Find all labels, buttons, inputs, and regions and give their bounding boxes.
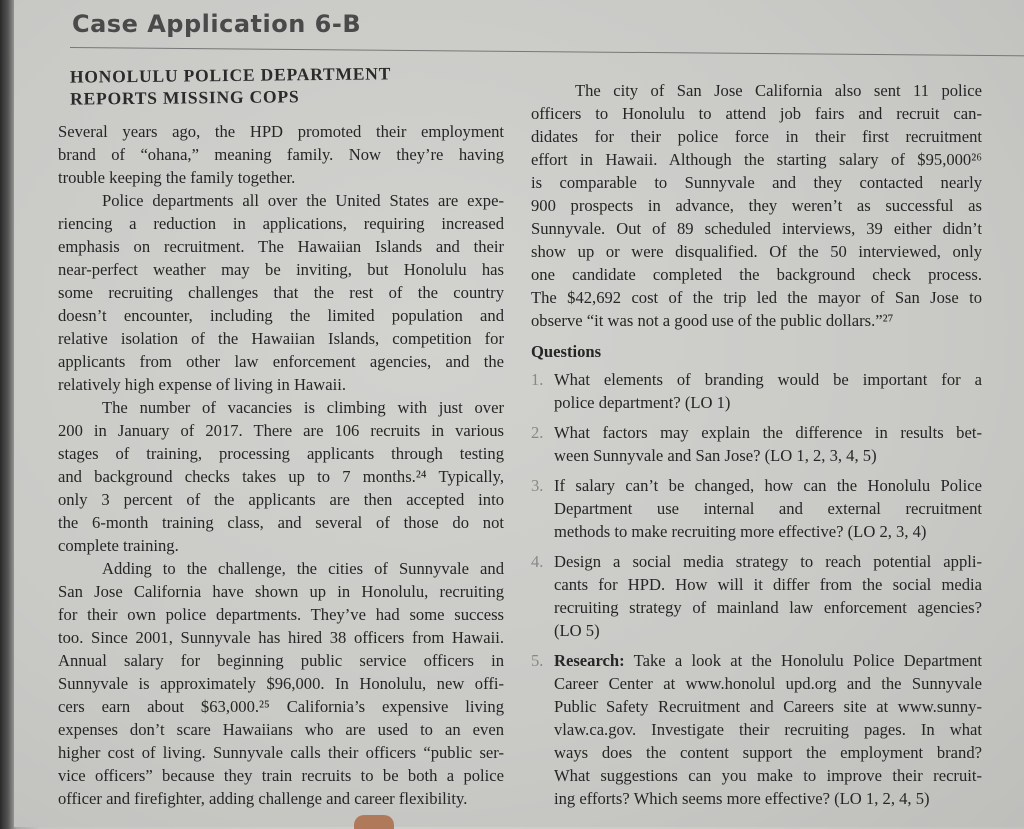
question-number: 5.: [531, 651, 544, 670]
case-title: Case Application 6-B: [72, 10, 362, 38]
question-line: ways does the content support the employment brand?: [554, 743, 982, 762]
text-line: stages of training, processing applicants through testing: [58, 444, 504, 463]
text-line: observe “it was not a good use of the public dollars.”²⁷: [531, 311, 894, 330]
questions-list: [531, 368, 982, 810]
question-line: ween Sunnyvale and San Jose? (LO 1, 2, 3, 4, 5): [554, 446, 877, 465]
question-line: If salary can’t be changed, how can the Honolulu Police: [554, 476, 982, 495]
question-line: recruiting strategy of mainland law enforcement agencies?: [554, 598, 982, 617]
question-item: [531, 550, 982, 642]
text-line: relatively high expense of living in Hawaii.: [58, 375, 347, 394]
text-line: officer and firefighter, adding challenge and career flexibility.: [58, 789, 468, 808]
question-number: 2.: [531, 423, 544, 442]
text-line: only 3 percent of the applicants are then accepted into: [58, 490, 504, 509]
heading-line: REPORTS MISSING COPS: [70, 86, 300, 109]
text-line: higher cost of living. Sunnyvale calls their officers “public ser-: [58, 743, 504, 762]
text-line: San Jose California have shown up in Honolulu, recruiting: [58, 582, 504, 601]
text-line: Police departments all over the United States are expe-: [102, 191, 504, 210]
question-line: Design a social media strategy to reach potential appli-: [554, 552, 982, 571]
text-line: Several years ago, the HPD promoted their employment: [58, 122, 504, 141]
text-line: 900 prospects in advance, they weren’t as successful as: [531, 196, 982, 215]
questions-heading: Questions: [531, 342, 602, 361]
text-line: one candidate completed the background check process.: [531, 265, 982, 284]
question-item: [531, 421, 982, 467]
question-line: What elements of branding would be important for a: [554, 370, 982, 389]
text-line: effort in Hawaii. Although the starting salary of $95,000²⁶: [531, 150, 982, 169]
question-line: Career Center at www.honolul upd.org and the Sunnyvale: [554, 674, 982, 693]
question-line: [554, 649, 982, 672]
text-line: The city of San Jose California also sent 11 police: [575, 81, 982, 100]
text-line: didates for their police force in their first recruitment: [531, 127, 982, 146]
text-line: the 6-month training class, and several of those do not: [58, 513, 504, 532]
paragraph: [58, 557, 504, 810]
question-item: [531, 368, 982, 414]
question-item: [531, 649, 982, 810]
question-line: methods to make recruiting more effective? (LO 2, 3, 4): [554, 522, 927, 541]
heading-line: HONOLULU POLICE DEPARTMENT: [69, 63, 392, 87]
text-line: complete training.: [58, 536, 179, 555]
question-lead: Research:: [554, 651, 625, 670]
question-number: 1.: [531, 370, 544, 389]
text-line: expenses don’t scare Hawaiians who are used to an even: [58, 720, 504, 739]
question-line: cants for HPD. How will it differ from the social media: [554, 575, 982, 594]
question-number: 3.: [531, 476, 544, 495]
title-rule: [70, 47, 1024, 56]
question-number: 4.: [531, 552, 544, 571]
text-line: Sunnyvale is approximately $96,000. In Honolulu, new offi-: [58, 674, 504, 693]
question-line: (LO 5): [554, 621, 600, 640]
paragraph: [531, 79, 982, 332]
text-line: 200 in January of 2017. There are 106 recruits in various: [58, 421, 504, 440]
textbook-page: [14, 0, 1024, 827]
paragraph: [58, 396, 504, 557]
text-line: emphasis on recruitment. The Hawaiian Islands and their: [58, 237, 504, 256]
question-line: What factors may explain the difference in results bet-: [554, 423, 982, 442]
question-line: police department? (LO 1): [554, 393, 731, 412]
question-line: What suggestions can you make to improve their recruit-: [554, 766, 982, 785]
text-line: riencing a reduction in applications, requiring increased: [58, 214, 504, 233]
right-column: [531, 79, 982, 817]
question-line: Public Safety Recruitment and Careers site at www.sunny-: [554, 697, 982, 716]
text-line: for their own police departments. They’ve had some success: [58, 605, 504, 624]
left-column: [58, 120, 504, 810]
text-line: officers to Honolulu to attend job fairs and recruit can-: [531, 104, 982, 123]
question-text: Take a look at the Honolulu Police Department: [624, 651, 982, 670]
text-line: near-perfect weather may be inviting, but Honolulu has: [58, 260, 504, 279]
text-line: Adding to the challenge, the cities of Sunnyvale and: [102, 559, 504, 578]
text-line: brand of “ohana,” meaning family. Now they’re having: [58, 145, 504, 164]
text-line: show up or were disqualified. Of the 50 interviewed, only: [531, 242, 982, 261]
text-line: applicants from other law enforcement agencies, and the: [58, 352, 504, 371]
question-item: [531, 474, 982, 543]
question-line: ing efforts? Which seems more effective? (LO 1, 2, 4, 5): [554, 789, 930, 808]
text-line: The $42,692 cost of the trip led the mayor of San Jose to: [531, 288, 982, 307]
text-line: Sunnyvale. Out of 89 scheduled interviews, 39 either didn’t: [531, 219, 982, 238]
text-line: relative isolation of the Hawaiian Islands, competition for: [58, 329, 504, 348]
text-line: doesn’t encounter, including the limited population and: [58, 306, 504, 325]
case-heading: [70, 62, 392, 109]
question-line: vlaw.ca.gov. Investigate their recruiting pages. In what: [554, 720, 982, 739]
paragraph: [58, 189, 504, 396]
text-line: trouble keeping the family together.: [58, 168, 296, 187]
text-line: and background checks takes up to 7 months.²⁴ Typically,: [58, 467, 504, 486]
text-line: is comparable to Sunnyvale and they contacted nearly: [531, 173, 982, 192]
text-line: The number of vacancies is climbing with just over: [102, 398, 504, 417]
text-line: vice officers” because they train recruits to be both a police: [58, 766, 504, 785]
question-line: Department use internal and external recruitment: [554, 499, 982, 518]
text-line: cers earn about $63,000.²⁵ California’s expensive living: [58, 697, 504, 716]
text-line: too. Since 2001, Sunnyvale has hired 38 officers from Hawaii.: [58, 628, 504, 647]
text-line: some recruiting challenges that the rest of the country: [58, 283, 504, 302]
paragraph: [58, 120, 504, 189]
text-line: Annual salary for beginning public service officers in: [58, 651, 504, 670]
